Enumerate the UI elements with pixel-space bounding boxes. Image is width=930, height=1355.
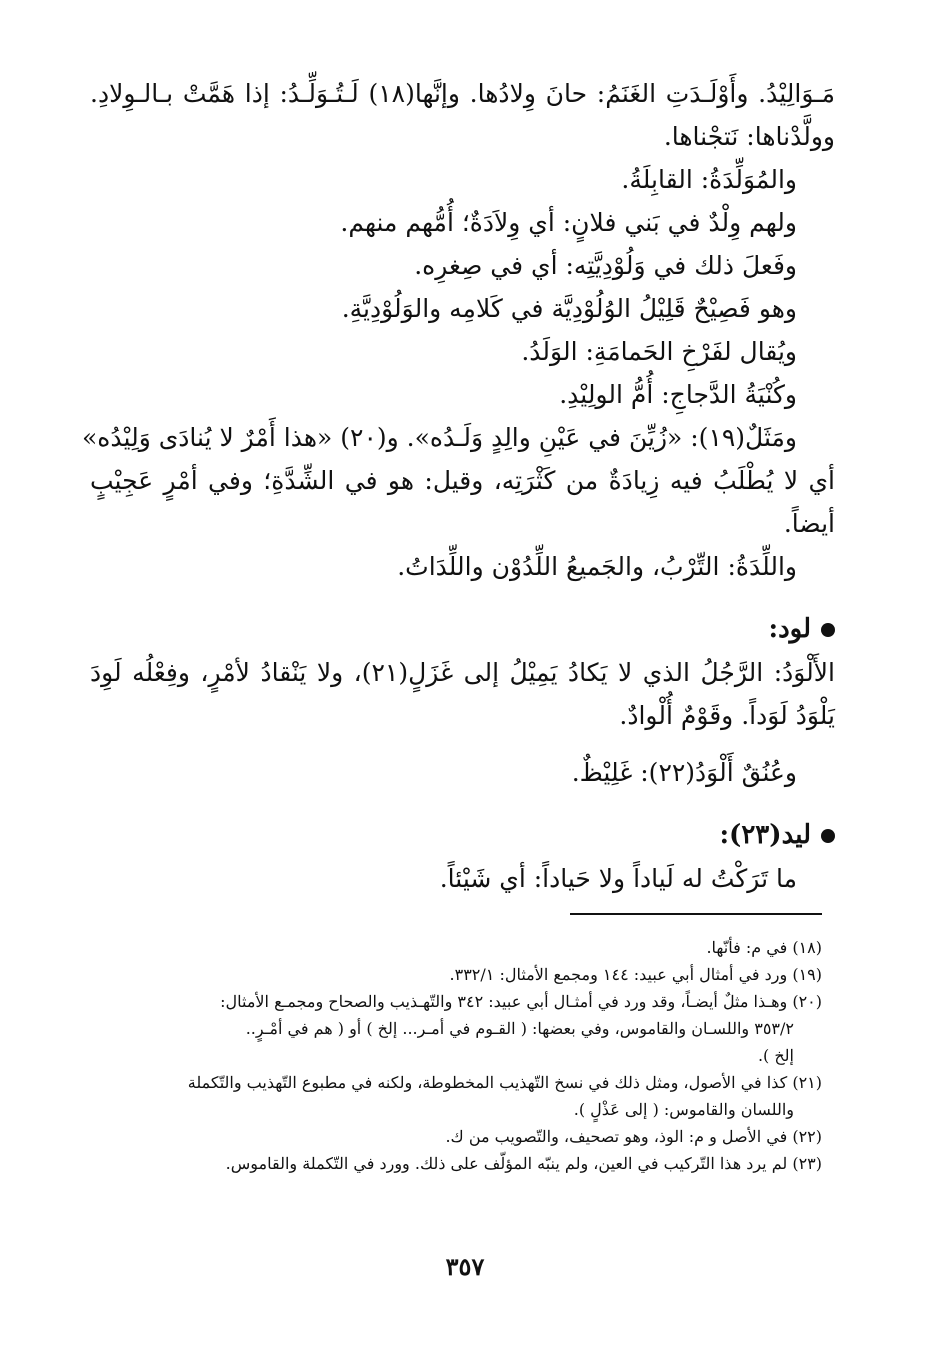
text-line: وعُنُقٌ أَلْوَدُ(٢٢): غَلِيْظٌ. xyxy=(571,758,797,787)
text-line: ولهم وِلْدٌ في بَني فلانٍ: أي وِلاَدَةٌ؛ أُمُّهم منهم. xyxy=(340,208,797,237)
text-line: واللِّدَةُ: التِّرْبُ، والجَميعُ اللِّدُوْن واللِّدَاتُ. xyxy=(397,552,797,581)
footnote-continuation: إلخ ). xyxy=(757,1046,794,1065)
page-number: ٣٥٧ xyxy=(445,1252,485,1281)
text-line: الأَلْوَدُ: الرَّجُلُ الذي لا يَكادُ يَمِيْلُ إلى غَزَلٍ(٢١)، ولا يَنْقادُ لأمْرٍ، وفِعْلُه لَوِدَ xyxy=(90,658,835,687)
section-heading-lid xyxy=(90,814,835,857)
footnote: (٢١) كذا في الأصول، ومثل ذلك في نسخ التّهذيب المخطوطة، ولكنه في مطبوع التّهذيب والتّكملة xyxy=(187,1073,822,1092)
section-heading-lud xyxy=(90,608,835,651)
footnote-continuation: ٣٥٣/٢ واللسـان والقاموس، وفي بعضها: ( القـوم في أمـر... إلخ ) أو ( هم في أمْـرٍ.. xyxy=(245,1019,794,1038)
text-line: أي لا يُطْلَبُ فيه زِيادَةٌ من كَثْرَتِه، وقيل: هو في الشِّدَّةِ؛ وفي أمْرٍ عَجِيْبٍ أيضاً. xyxy=(90,466,835,538)
footnote: (١٩) ورد في أمثال أبي عبيد: ١٤٤ ومجمع الأمثال: ٣٣٢/١. xyxy=(449,965,822,984)
heading-label: لود: xyxy=(768,614,811,644)
text-line: مَـوَالِيْدُ. وأَوْلَـدَتِ الغَنَمُ: حانَ وِلادُها. وإنَّها(١٨) لَـتُـوَلِّـدُ: إذا هَمَّتْ بـالـوِلادِ. xyxy=(90,79,835,108)
heading-label: ليد(٢٣): xyxy=(719,820,811,850)
footnote: (٢٠) وهـذا مثلٌ أيضـاً، وقد ورد في أمثـال أبي عبيد: ٣٤٢ والتّهـذيب والصحاح ومجمـع الأمثال: xyxy=(220,992,822,1011)
bullet-icon xyxy=(821,829,835,843)
footnotes xyxy=(100,934,822,1177)
main-text xyxy=(82,72,835,900)
text-line: وولَّدْناها: نَتجْناها. xyxy=(663,122,835,151)
text-line: ومَثَلٌ(١٩): «زُيِّنَ في عَيْنِ والِدٍ وَلَـدُه». و(٢٠) «هذا أَمْرٌ لا يُنادَى وَلِيْدُه» xyxy=(82,423,797,452)
footnote-continuation: واللسان والقاموس: ( إلى عَذْلٍ ). xyxy=(573,1100,794,1119)
footnote-divider xyxy=(570,913,822,915)
footnote: (٢٣) لم يرد هذا التّركيب في العين، ولم ينبّه المؤلّف على ذلك. وورد في التّكملة والقاموس. xyxy=(225,1154,822,1173)
footnote: (١٨) في م: فأنّها. xyxy=(706,938,822,957)
text-line: وكُنْيَةُ الدَّجاجِ: أُمُّ الولِيْدِ. xyxy=(559,380,797,409)
footnote: (٢٢) في الأصل و م: الوذ، وهو تصحيف، والتّصويب من ك. xyxy=(445,1127,822,1146)
text-line: ويُقال لفَرْخِ الحَمامَةِ: الوَلَدُ. xyxy=(521,337,797,366)
text-line: وفَعلَ ذلك في وَلُوْدِيَّتِه: أي في صِغرِه. xyxy=(414,251,797,280)
text-line: والمُوَلِّدَةُ: القابِلَةُ. xyxy=(621,165,797,194)
bullet-icon xyxy=(821,623,835,637)
text-line: وهو فَصِيْحٌ قَلِيْلُ الوُلُوْدِيَّة في كَلامِه والوَلُوْدِيَّةِ. xyxy=(341,294,797,323)
text-line: يَلْوَدُ لَوَداً. وقَوْمٌ أُلْوادٌ. xyxy=(619,701,835,730)
text-line: ما تَرَكْتُ له لَياداً ولا حَياداً: أي شَيْئاً. xyxy=(439,864,797,893)
